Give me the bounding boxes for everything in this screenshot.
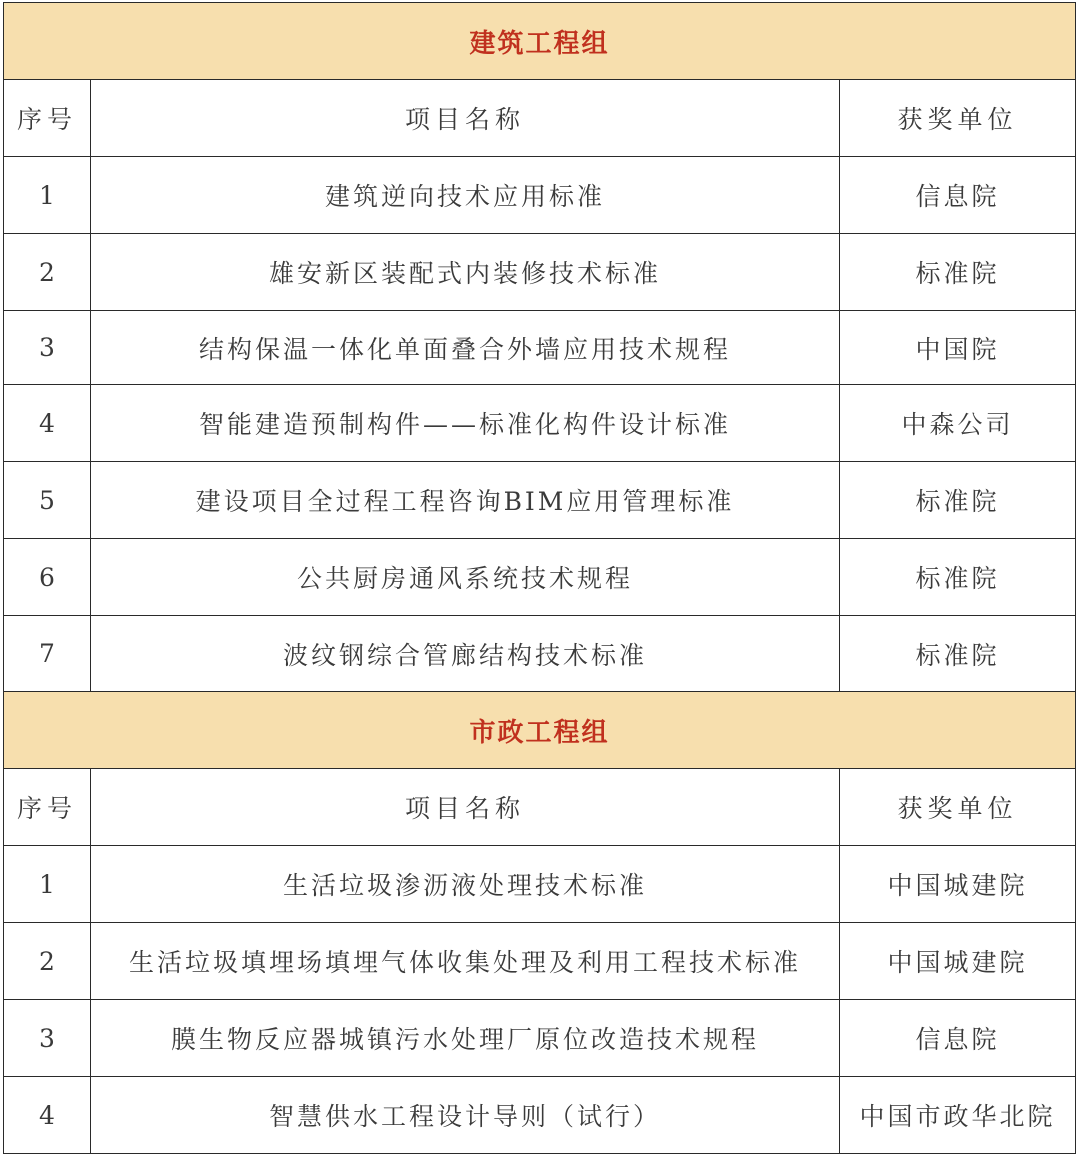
table-row (4, 923, 1076, 1000)
group-title: 建筑工程组 (4, 3, 1076, 80)
row-unit: 中国城建院 (840, 923, 1076, 1000)
row-project-name: 智慧供水工程设计导则（试行） (91, 1077, 840, 1154)
table-row (4, 462, 1076, 539)
row-no: 3 (4, 1000, 91, 1077)
row-unit: 中国院 (840, 311, 1076, 385)
row-unit: 标准院 (840, 616, 1076, 692)
row-no: 7 (4, 616, 91, 692)
row-project-name: 智能建造预制构件——标准化构件设计标准 (91, 385, 840, 462)
row-project-name: 生活垃圾填埋场填埋气体收集处理及利用工程技术标准 (91, 923, 840, 1000)
row-unit: 中国城建院 (840, 846, 1076, 923)
table-row (4, 234, 1076, 311)
table-row (4, 616, 1076, 692)
table-row (4, 846, 1076, 923)
awards-table (3, 2, 1076, 1154)
row-no: 2 (4, 923, 91, 1000)
group-title: 市政工程组 (4, 692, 1076, 769)
awards-table-container (3, 2, 1075, 1154)
row-no: 4 (4, 1077, 91, 1154)
table-row (4, 1000, 1076, 1077)
table-row (4, 157, 1076, 234)
row-project-name: 生活垃圾渗沥液处理技术标准 (91, 846, 840, 923)
column-header-row (4, 80, 1076, 157)
row-unit: 信息院 (840, 1000, 1076, 1077)
column-header-name: 项目名称 (91, 80, 840, 157)
column-header-no: 序号 (4, 769, 91, 846)
column-header-no: 序号 (4, 80, 91, 157)
row-unit: 中森公司 (840, 385, 1076, 462)
row-unit: 标准院 (840, 234, 1076, 311)
row-project-name: 波纹钢综合管廊结构技术标准 (91, 616, 840, 692)
row-no: 1 (4, 846, 91, 923)
column-header-unit: 获奖单位 (840, 769, 1076, 846)
row-project-name: 结构保温一体化单面叠合外墙应用技术规程 (91, 311, 840, 385)
row-no: 4 (4, 385, 91, 462)
group-header-building (4, 3, 1076, 80)
row-unit: 标准院 (840, 462, 1076, 539)
row-no: 5 (4, 462, 91, 539)
row-unit: 信息院 (840, 157, 1076, 234)
row-no: 1 (4, 157, 91, 234)
row-unit: 标准院 (840, 539, 1076, 616)
table-row (4, 1077, 1076, 1154)
row-project-name: 建筑逆向技术应用标准 (91, 157, 840, 234)
row-project-name: 膜生物反应器城镇污水处理厂原位改造技术规程 (91, 1000, 840, 1077)
column-header-unit: 获奖单位 (840, 80, 1076, 157)
row-no: 3 (4, 311, 91, 385)
table-row (4, 539, 1076, 616)
column-header-name: 项目名称 (91, 769, 840, 846)
table-row (4, 385, 1076, 462)
row-unit: 中国市政华北院 (840, 1077, 1076, 1154)
row-project-name: 公共厨房通风系统技术规程 (91, 539, 840, 616)
row-no: 6 (4, 539, 91, 616)
group-header-municipal (4, 692, 1076, 769)
row-project-name: 雄安新区装配式内装修技术标准 (91, 234, 840, 311)
table-row (4, 311, 1076, 385)
column-header-row (4, 769, 1076, 846)
row-project-name: 建设项目全过程工程咨询BIM应用管理标准 (91, 462, 840, 539)
row-no: 2 (4, 234, 91, 311)
